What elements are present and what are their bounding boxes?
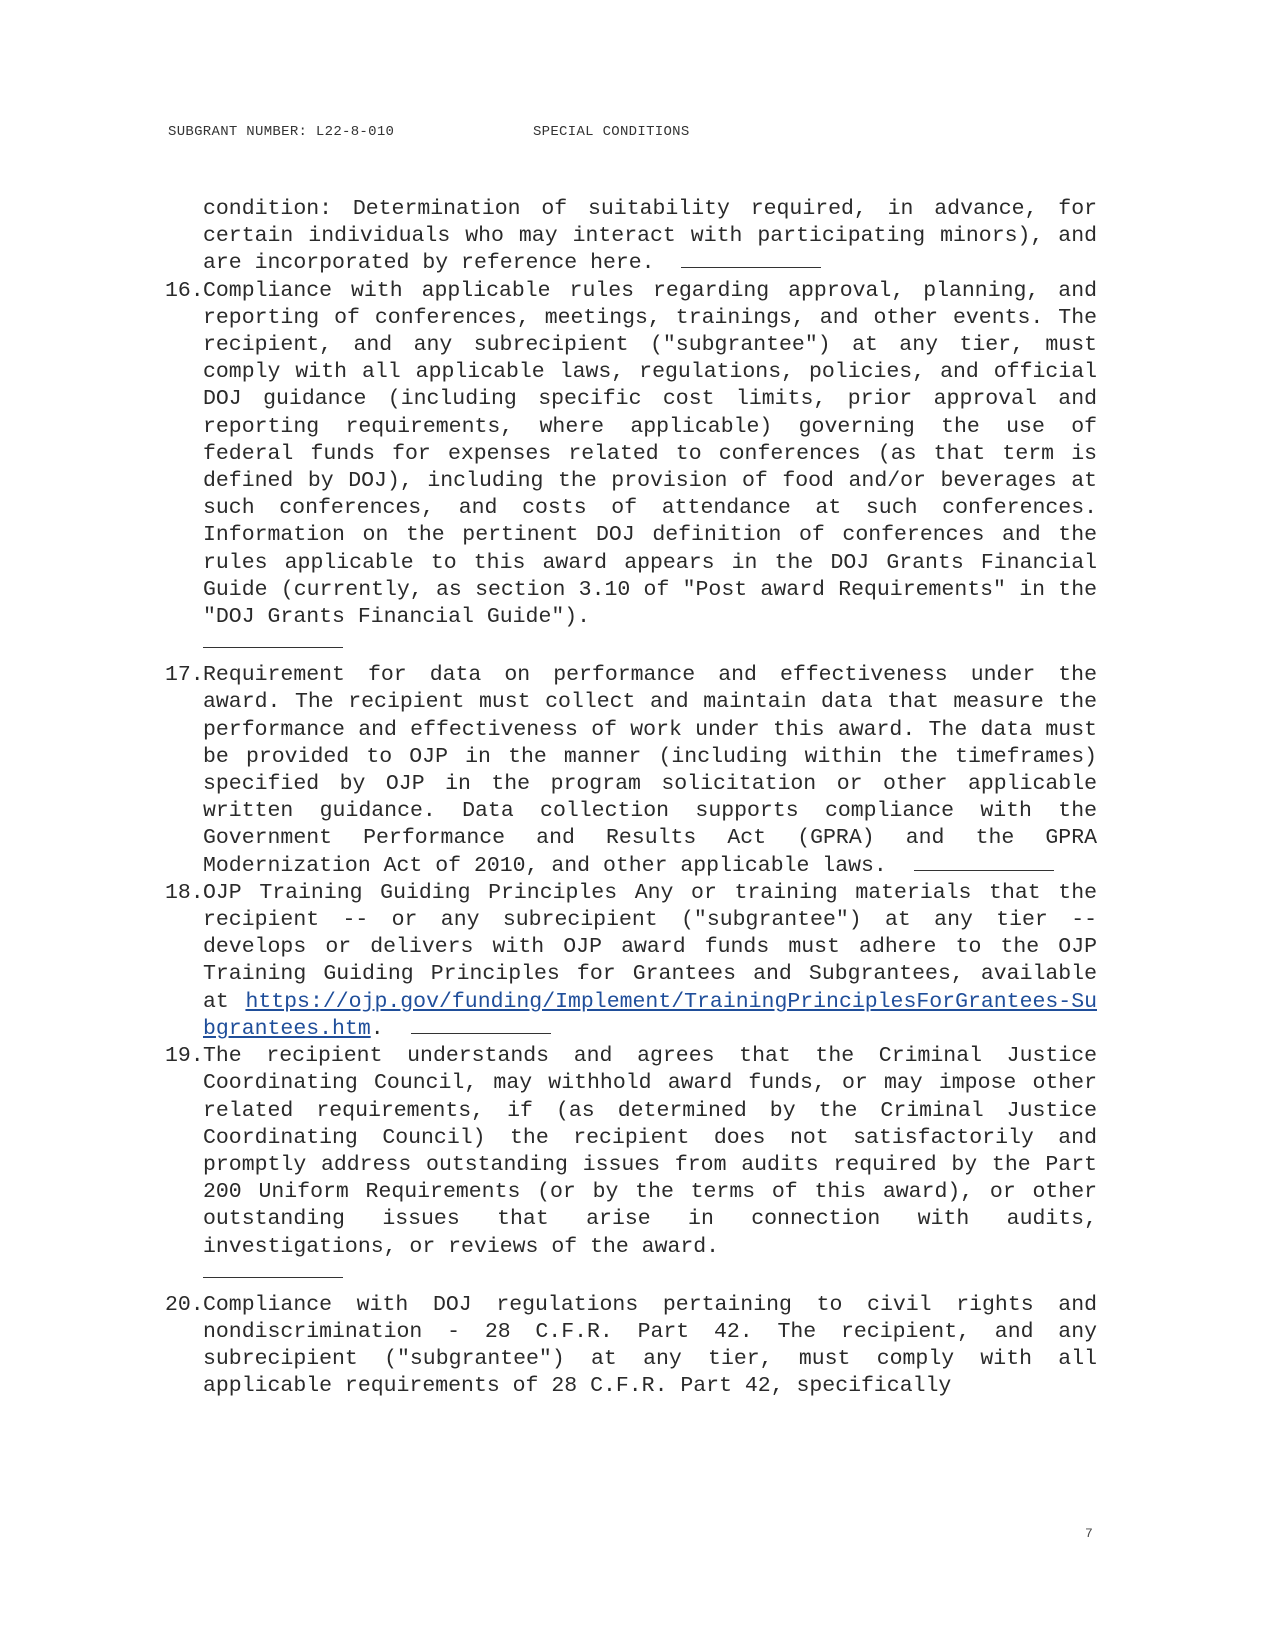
condition-text: Compliance with applicable rules regarding approval, planning, and reporting of conferences, meetings, trainings, and other events. The recipient, and any subrecipient ("subgrantee") at any tier, must comply with all applicable laws, regulations, policies, and official DOJ guidance (including specific cost limits, prior approval and reporting requirements, where applicable) governing the use of federal funds for expenses related to conferences (as that term is defined by DOJ), including the provision of food and/or beverages at such conferences, and costs of attendance at such conferences. Information on the pertinent DOJ definition of conferences and the rules applicable to this award appears in the DOJ Grants Financial Guide (currently, as section 3.10 of "Post award Requirements" in the "DOJ Grants Financial Guide"). [203, 278, 1097, 630]
continuation-text: condition: Determination of suitability required, in advance, for certain individuals who may interact with participating minors), and are incorporated by reference here. [203, 197, 1097, 276]
initial-blank [203, 647, 343, 648]
initial-blank [411, 1032, 551, 1034]
page-header [168, 124, 690, 140]
condition-text: Compliance with DOJ regulations pertaining to civil rights and nondiscrimination - 28 C.F.R. Part 42. The recipient, and any subrecipient ("subgrantee") at any tier, must comply with all applicable requirements of 28 C.F.R. Part 42, specifically [203, 1292, 1097, 1399]
condition-20 [165, 1292, 1097, 1401]
page-number: 7 [1085, 1526, 1093, 1541]
condition-19 [165, 1043, 1097, 1261]
condition-number: 16. [165, 278, 204, 303]
condition-text: Requirement for data on performance and effectiveness under the award. The recipient must collect and maintain data that measure the performance and effectiveness of work under this award. The data must be provided to OJP in the manner (including within the timeframes) specified by OJP in the program solicitation or other applicable written guidance. Data collection supports compliance with the Government Performance and Results Act (GPRA) and the GPRA Modernization Act of 2010, and other applicable laws. [203, 663, 1097, 878]
condition-text: The recipient understands and agrees that the Criminal Justice Coordinating Council, may withhold award funds, or may impose other related requirements, if (as determined by the Criminal Justice Coordinating Council) the recipient does not satisfactorily and promptly address outstanding issues from audits required by the Part 200 Uniform Requirements (or by the terms of this award), or other outstanding issues that arise in connection with audits, investigations, or reviews of the award. [203, 1044, 1097, 1259]
condition-number: 17. [165, 663, 204, 688]
link-period: . [370, 1016, 384, 1041]
document-body [165, 196, 1097, 1401]
training-principles-link[interactable]: https://ojp.gov/funding/Implement/TrainingPrinciplesForGrantees-Subgrantees.htm [203, 989, 1097, 1041]
initial-blank [681, 266, 821, 268]
condition-number: 19. [165, 1044, 204, 1069]
condition-number: 20. [165, 1292, 204, 1317]
condition-text: OJP Training Guiding Principles Any or training materials that the recipient -- or any subrecipient ("subgrantee") at any tier -- develops or delivers with OJP award funds must adhere to the OJP Training Guiding Principles for Grantees and Subgrantees, available at [203, 880, 1097, 1014]
subgrant-number: SUBGRANT NUMBER: L22-8-010 [168, 124, 395, 140]
condition-17 [165, 662, 1097, 880]
condition-number: 18. [165, 880, 204, 905]
continuation-paragraph [165, 196, 1097, 278]
initial-blank [203, 1277, 343, 1278]
initial-blank [914, 869, 1054, 871]
condition-16 [165, 278, 1097, 632]
header-title: SPECIAL CONDITIONS [532, 124, 690, 140]
condition-18 [165, 880, 1097, 1043]
